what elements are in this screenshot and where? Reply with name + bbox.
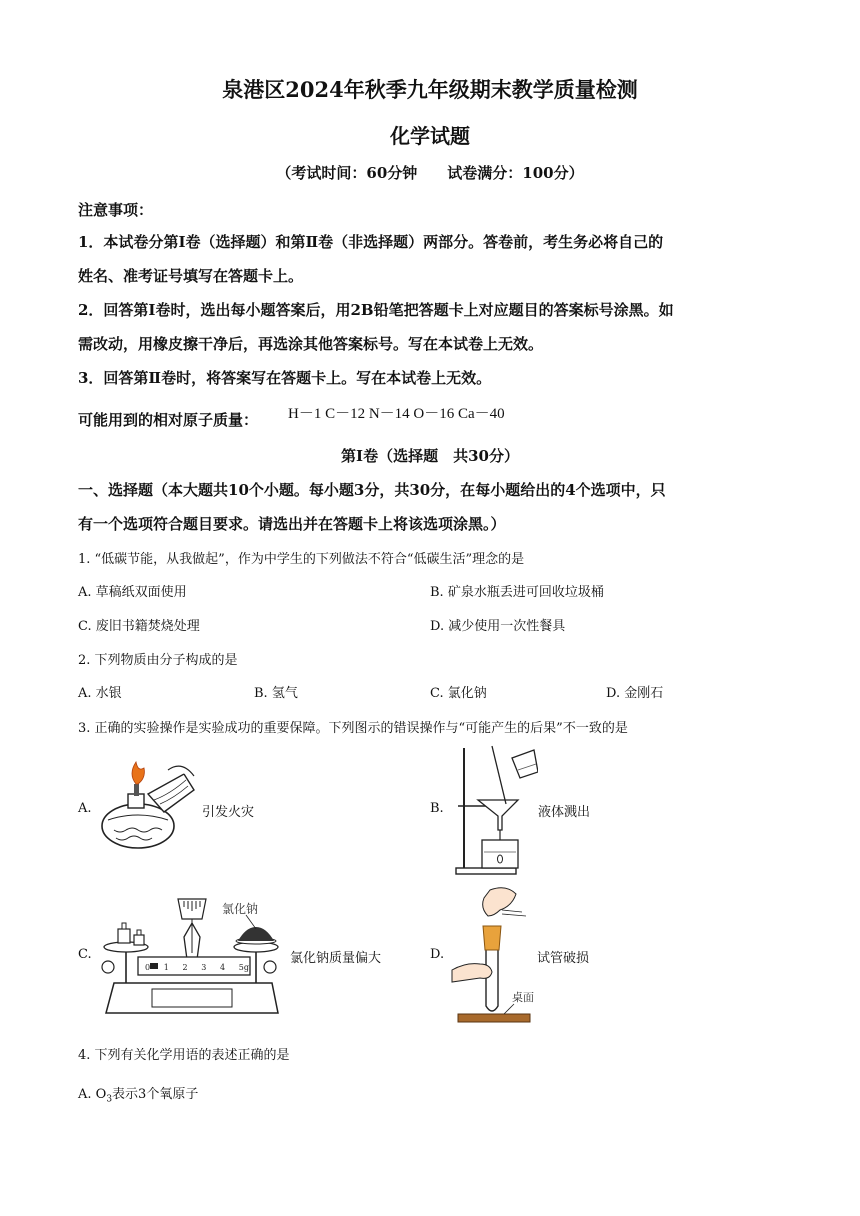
- note-1b: 姓名、准考证号填写在答题卡上。: [78, 267, 304, 285]
- balance-label: 氯化钠: [222, 902, 259, 916]
- filtration-figure: [448, 744, 538, 876]
- balance-scale-ticks: [145, 963, 249, 972]
- q4-stem: 4. 下列有关化学用语的表述正确的是: [78, 1048, 290, 1063]
- desk-label: 桌面: [512, 991, 534, 1004]
- q3-option-c-text: 氯化钠质量偏大: [290, 951, 382, 966]
- test-tube-figure: [450, 886, 534, 1026]
- q1-option-d: D. 减少使用一次性餐具: [430, 619, 566, 634]
- q3-option-d-letter: D.: [430, 947, 445, 962]
- q2-option-d: D. 金刚石: [606, 686, 664, 701]
- scale-tick: 0: [145, 963, 151, 972]
- note-2b: 需改动，用橡皮擦干净后，再选涂其他答案标号。写在本试卷上无效。: [78, 335, 544, 353]
- notes-heading: 注意事项：: [78, 201, 154, 219]
- scale-tick: 2: [182, 963, 188, 972]
- section1-instruction-b: 有一个选项符合题目要求。请选出并在答题卡上将该选项涂黑。）: [78, 515, 506, 533]
- q1-option-c: C. 废旧书籍焚烧处理: [78, 619, 200, 634]
- alcohol-lamp-figure: [98, 760, 198, 856]
- q3-stem: 3. 正确的实验操作是实验成功的重要保障。下列图示的错误操作与“可能产生的后果”不一致的是: [78, 721, 628, 736]
- q2-option-b: B. 氢气: [254, 686, 298, 701]
- q3-option-b-letter: B.: [430, 801, 444, 816]
- q2-option-a: A. 水银: [78, 686, 122, 701]
- q1-option-b: B. 矿泉水瓶丢进可回收垃圾桶: [430, 585, 604, 600]
- note-2a: 2．回答第Ⅰ卷时，选出每小题答案后，用2B铅笔把答题卡上对应题目的答案标号涂黑。如: [78, 301, 674, 319]
- q4-option-a-suffix: 表示3个氧原子: [112, 1087, 199, 1102]
- atomic-mass-label: 可能用到的相对原子质量：: [78, 411, 259, 429]
- scale-tick: 1: [163, 963, 169, 972]
- note-1a: 1．本试卷分第Ⅰ卷（选择题）和第Ⅱ卷（非选择题）两部分。答卷前，考生务必将自己的: [78, 233, 664, 251]
- q3-option-c-letter: C.: [78, 947, 92, 962]
- q3-option-d-text: 试管破损: [537, 951, 590, 966]
- q1-option-a: A. 草稿纸双面使用: [78, 585, 187, 600]
- exam-title: 泉港区2024年秋季九年级期末教学质量检测: [222, 77, 638, 102]
- q4-option-a-prefix: A. O: [78, 1087, 107, 1102]
- q1-stem: 1. “低碳节能，从我做起”，作为中学生的下列做法不符合“低碳生活”理念的是: [78, 552, 525, 567]
- section1-instruction-a: 一、选择题（本大题共10个小题。每小题3分，共30分，在每小题给出的4个选项中，只: [78, 481, 666, 499]
- q2-option-c: C. 氯化钠: [430, 686, 487, 701]
- q3-option-a-letter: A.: [78, 801, 92, 816]
- q4-option-a-subscript: 3: [106, 1094, 113, 1105]
- scale-tick: 5g: [238, 963, 249, 972]
- scale-tick: 4: [220, 963, 226, 972]
- scale-tick: 3: [201, 963, 207, 972]
- exam-info: （考试时间：60分钟 试卷满分：100分）: [276, 164, 584, 182]
- note-3: 3．回答第Ⅱ卷时，将答案写在答题卡上。写在本试卷上无效。: [78, 369, 492, 387]
- q2-stem: 2. 下列物质由分子构成的是: [78, 653, 238, 668]
- atomic-mass-values: H－1 C－12 N－14 O－16 Ca－40: [288, 406, 505, 422]
- q3-option-b-text: 液体溅出: [538, 805, 591, 820]
- q4-option-a: [78, 1083, 198, 1105]
- section1-heading: 第Ⅰ卷（选择题 共30分）: [341, 447, 519, 465]
- q3-option-a-text: 引发火灾: [202, 805, 255, 820]
- subject-title: 化学试题: [390, 124, 470, 148]
